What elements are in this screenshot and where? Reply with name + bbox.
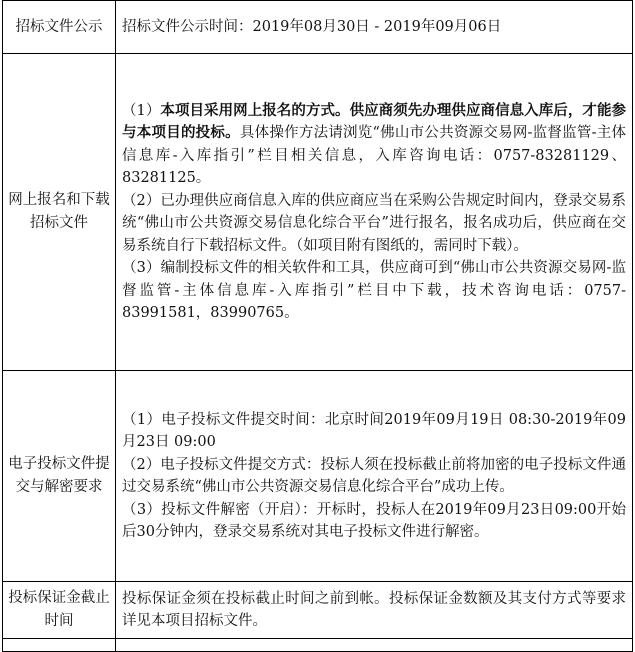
item-number: （3） bbox=[122, 260, 161, 276]
register-item-2-text: 已办理供应商信息入库的供应商应当在采购公告规定时间内，登录交易系统“佛山市公共资源交易信息化综合平台”进行报名，报名成功后，供应商在交易系统自行下载招标文件。（如项目附有图纸的，需同时下载）。 bbox=[122, 192, 626, 254]
row-label-notice: 招标文件公示 bbox=[3, 1, 116, 54]
item-number: （1） bbox=[122, 102, 161, 119]
item-number: （2） bbox=[122, 456, 161, 473]
submit-item-2 bbox=[122, 454, 626, 499]
submit-item-1-text: 电子投标文件提交时间：北京时间2019年09月19日 08:30-2019年09月23日 09:00 bbox=[122, 411, 626, 450]
submit-content bbox=[116, 371, 633, 582]
item-number: （1） bbox=[122, 411, 162, 428]
row-label-deposit: 投标保证金截止时间 bbox=[3, 582, 116, 639]
submit-item-3-text: 投标文件解密（开启）：开标时，投标人在2019年09月23日09:00开始后30分钟内，登录交易系统对其电子投标文件进行解密。 bbox=[122, 501, 626, 540]
row-label-cutoff bbox=[3, 639, 116, 652]
register-item-1-bold: 本项目采用网上报名的方式。供应商须先办理供应商信息入库后，才能参与本项目的投标。 bbox=[122, 101, 626, 141]
row-content-cutoff bbox=[116, 639, 633, 652]
register-item-1 bbox=[122, 100, 626, 190]
notice-period-text: 招标文件公示时间：2019年08月30日 - 2019年09月06日 bbox=[116, 1, 633, 54]
item-number: （3） bbox=[122, 501, 162, 518]
row-label-submit: 电子投标文件提交与解密要求 bbox=[3, 371, 116, 582]
register-item-3-text: 编制投标文件的相关软件和工具，供应商可到“佛山市公共资源交易网-监督监管-主体信息库-入库指引”栏目中下载，技术咨询电话：0757-83991581，83990765。 bbox=[122, 260, 627, 321]
submit-item-1 bbox=[122, 409, 626, 454]
deposit-text: 投标保证金须在投标截止时间之前到帐。投标保证金数额及其支付方式等要求详见本项目招标文件。 bbox=[116, 582, 633, 639]
submit-item-2-text: 电子投标文件提交方式：投标人须在投标截止前将加密的电子投标文件通过交易系统“佛山市公共资源交易信息化综合平台”成功上传。 bbox=[122, 456, 626, 495]
table-row-deposit bbox=[3, 582, 633, 639]
submit-item-3 bbox=[122, 499, 626, 544]
register-item-3 bbox=[122, 257, 626, 325]
register-item-1-text: 具体操作方法请浏览“佛山市公共资源交易网-监督监管-主体信息库-入库指引”栏目相关信息，入库咨询电话：0757-83281129、83281125。 bbox=[122, 125, 627, 186]
tender-info-table bbox=[2, 0, 633, 652]
item-number: （2） bbox=[122, 192, 161, 209]
register-item-2 bbox=[122, 190, 626, 258]
table-row-register bbox=[3, 54, 633, 371]
table-row-cutoff bbox=[3, 639, 633, 652]
table-row-notice bbox=[3, 1, 633, 54]
table-row-submit bbox=[3, 371, 633, 582]
register-content bbox=[116, 54, 633, 371]
row-label-register: 网上报名和下载招标文件 bbox=[3, 54, 116, 371]
